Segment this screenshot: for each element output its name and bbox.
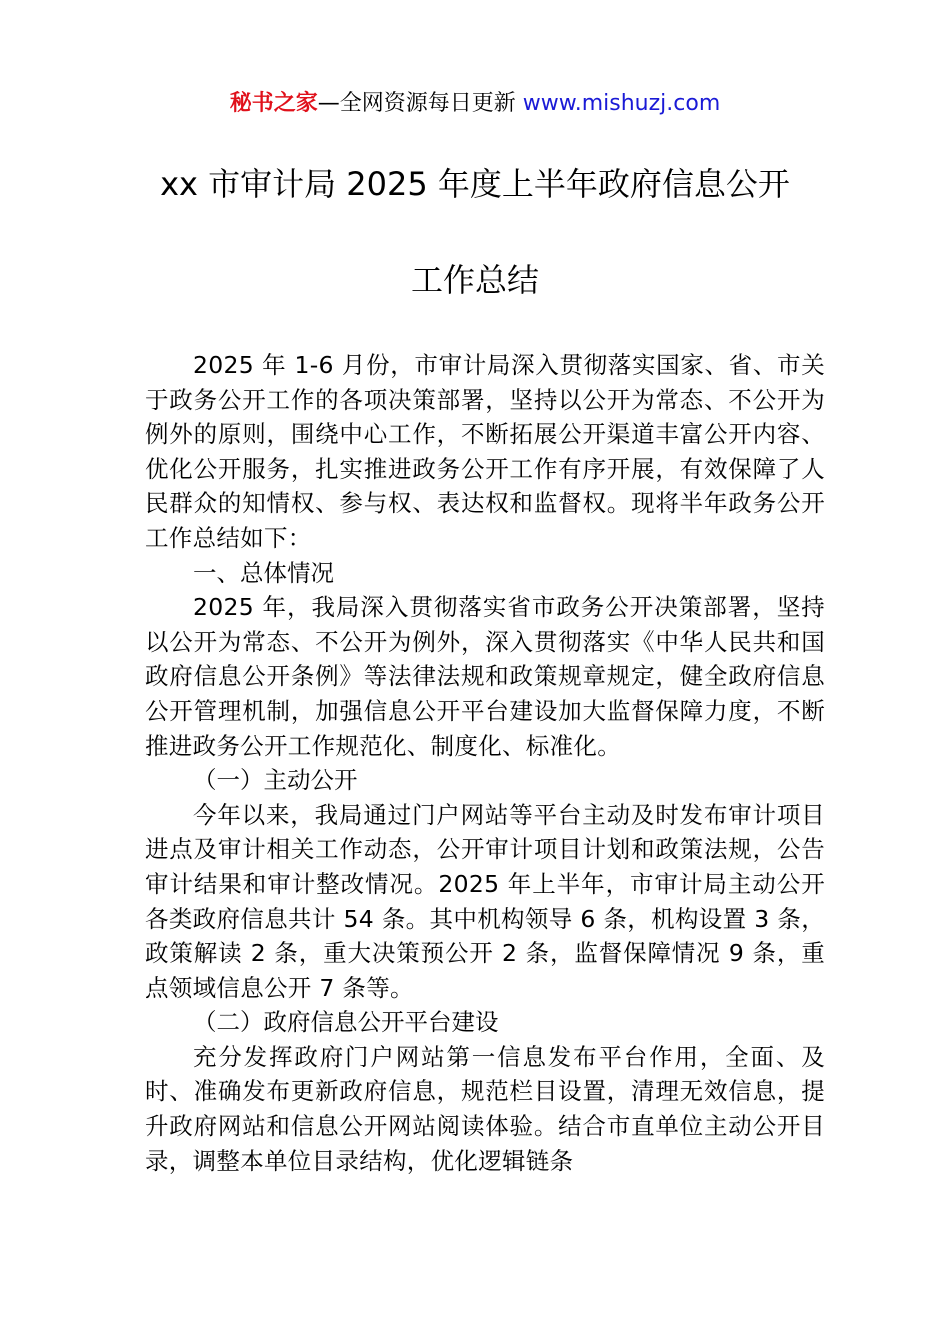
site-header — [0, 88, 950, 120]
overview-paragraph: 2025 年，我局深入贯彻落实省市政务公开决策部署，坚持以公开为常态、不公开为例外，深入贯彻落实《中华人民共和国政府信息公开条例》等法律法规和政策规章规定，健全政府信息公开管理机制，加强信息公开平台建设加大监督保障力度，不断推进政务公开工作规范化、制度化、标准化。 — [145, 593, 825, 760]
subsection-heading-active-disclosure: （一）主动公开 — [193, 766, 358, 795]
document-title-line-1: xx 市审计局 2025 年度上半年政府信息公开 — [160, 165, 790, 203]
subsection-heading-platform: （二）政府信息公开平台建设 — [193, 1008, 499, 1037]
active-disclosure-paragraph: 今年以来，我局通过门户网站等平台主动及时发布审计项目进点及审计相关工作动态，公开审计项目计划和政策法规，公告审计结果和审计整改情况。2025 年上半年，市审计局主动公开各类政府信息共计 54 条。其中机构领导 6 条，机构设置 3 条，政策解读 2 条，重大决策预公开 2 条，监督保障情况 9 条，重点领域信息公开 7 条等。 — [145, 800, 825, 1002]
document-title-line-2: 工作总结 — [410, 261, 539, 299]
platform-paragraph: 充分发挥政府门户网站第一信息发布平台作用，全面、及时、准确发布更新政府信息，规范栏目设置，清理无效信息，提升政府网站和信息公开网站阅读体验。结合市直单位主动公开目录，调整本单位目录结构，优化逻辑链条 — [145, 1042, 825, 1175]
document-body — [145, 348, 825, 1178]
site-name: 秘书之家 — [229, 91, 318, 116]
site-tagline: —全网资源每日更新 — [317, 91, 523, 116]
site-url-link[interactable]: www.mishuzj.com — [522, 91, 721, 116]
intro-paragraph: 2025 年 1-6 月份，市审计局深入贯彻落实国家、省、市关于政务公开工作的各项决策部署，坚持以公开为常态、不公开为例外的原则，围绕中心工作，不断拓展公开渠道丰富公开内容、优化公开服务，扎实推进政务公开工作有序开展，有效保障了人民群众的知情权、参与权、表达权和监督权。现将半年政务公开工作总结如下： — [145, 351, 825, 552]
section-heading-overview: 一、总体情况 — [193, 558, 334, 587]
